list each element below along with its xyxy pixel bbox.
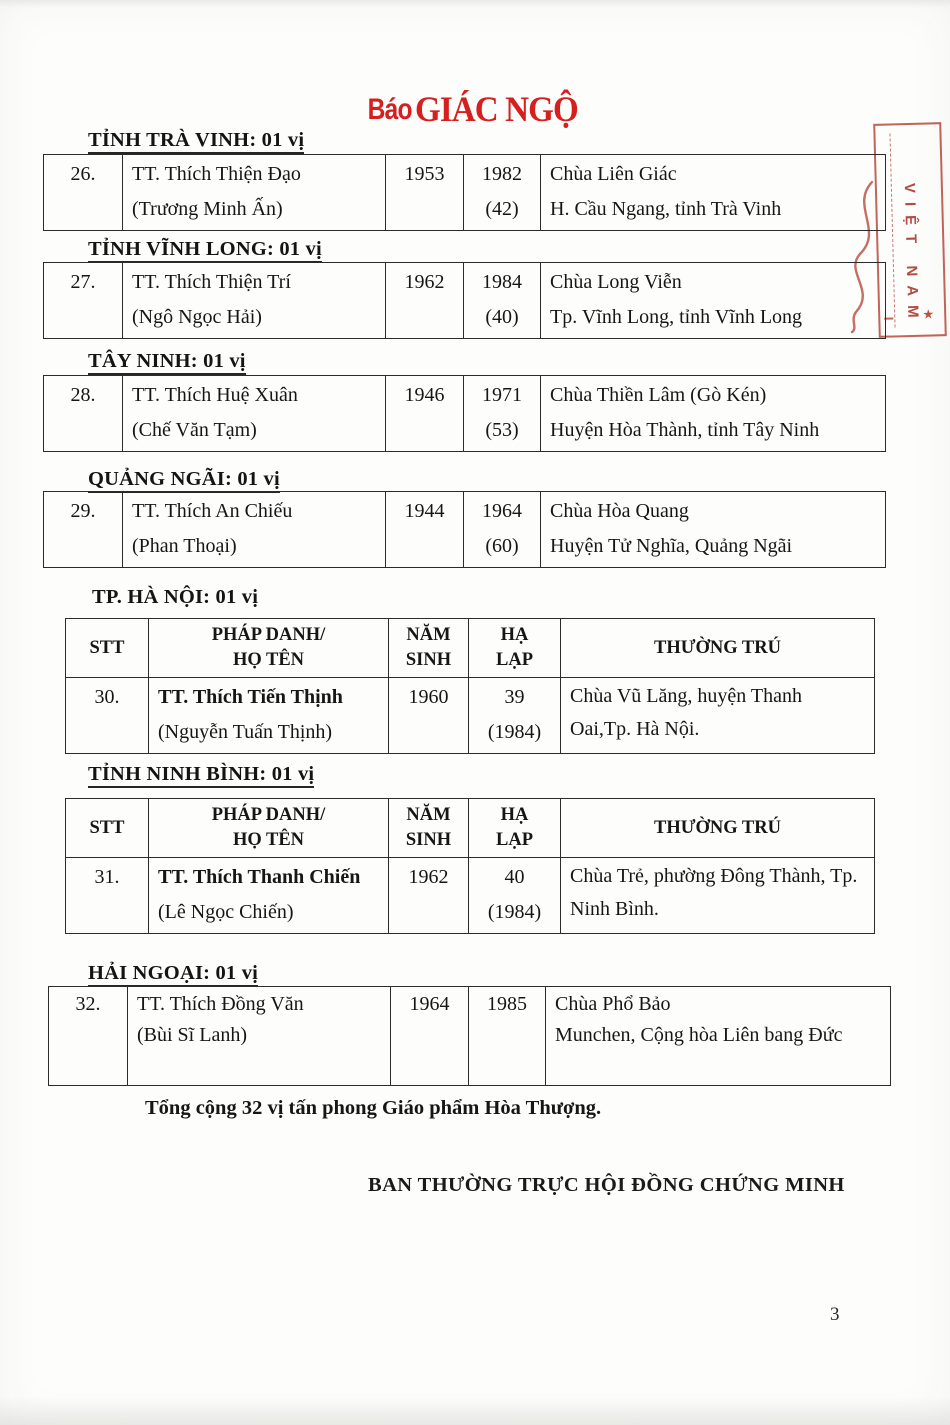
heading-text: HẢI NGOẠI: 01 vị [88, 962, 258, 987]
table-tra-vinh [43, 154, 886, 231]
logo-prefix: Báo [367, 93, 412, 126]
cell-name [123, 376, 386, 452]
cell-name [149, 678, 389, 754]
header-line: PHÁP DANH/ [211, 805, 326, 825]
cell-name [128, 987, 391, 1086]
halap-line-2: (40) [485, 306, 519, 328]
header-ha-lap [469, 799, 561, 858]
cell-birth-year: 1944 [386, 492, 464, 568]
address-line-2: Munchen, Cộng hòa Liên bang Đức [555, 1024, 843, 1046]
header-stt: STT [66, 619, 149, 678]
cell-ha-lap [464, 263, 541, 339]
header-phap-danh [149, 619, 389, 678]
table-quang-ngai [43, 491, 886, 568]
page-number: 3 [830, 1304, 840, 1325]
header-line: SINH [405, 830, 452, 850]
cell-address [541, 492, 886, 568]
star-icon: ★ [922, 306, 935, 322]
header-stt: STT [66, 799, 149, 858]
table-row-31 [66, 858, 875, 934]
cell-birth-year: 1962 [389, 858, 469, 934]
cell-name [123, 263, 386, 339]
header-line: SINH [405, 650, 452, 670]
cell-ha-lap: 1985 [469, 987, 546, 1086]
table-ninh-binh [65, 798, 875, 934]
name-line-1: TT. Thích Thiện Đạo [132, 163, 301, 185]
header-ha-lap [469, 619, 561, 678]
table-vinh-long [43, 262, 886, 339]
header-phap-danh [149, 799, 389, 858]
halap-line-1: 1971 [482, 384, 522, 406]
table-row-27 [44, 263, 886, 339]
cell-ha-lap [464, 492, 541, 568]
section-heading-ninh-binh [88, 763, 314, 786]
cell-ha-lap [469, 858, 561, 934]
cell-name [123, 155, 386, 231]
halap-line-1: 1984 [482, 271, 522, 293]
address-line-2: Huyện Hòa Thành, tỉnh Tây Ninh [550, 419, 820, 441]
header-line: HỌ TÊN [232, 830, 305, 850]
heading-text: TP. HÀ NỘI: 01 vị [92, 586, 259, 608]
header-line: LẠP [496, 650, 533, 670]
section-heading-tay-ninh [88, 350, 246, 373]
section-heading-vinh-long [88, 238, 322, 261]
address-line-1: Chùa Phổ Bảo [555, 993, 671, 1015]
table-row-32 [49, 987, 891, 1086]
name-line-1: TT. Thích Tiến Thịnh [158, 686, 343, 708]
section-heading-quang-ngai [88, 468, 280, 491]
cell-stt: 32. [49, 987, 128, 1086]
table-row-26 [44, 155, 886, 231]
cell-stt: 26. [44, 155, 123, 231]
heading-text: TỈNH TRÀ VINH: 01 vị [88, 129, 304, 154]
halap-line-1: 39 [504, 686, 525, 708]
address-line-2: Huyện Tử Nghĩa, Quảng Ngãi [550, 535, 793, 557]
cell-birth-year: 1960 [389, 678, 469, 754]
total-summary-line: Tổng cộng 32 vị tấn phong Giáo phẩm Hòa Thượng. [145, 1097, 602, 1119]
name-line-2: (Phan Thoại) [132, 535, 237, 557]
header-nam-sinh [389, 619, 469, 678]
name-line-1: TT. Thích Huệ Xuân [132, 384, 298, 406]
header-line: HỌ TÊN [232, 650, 305, 670]
cell-address [561, 858, 875, 934]
cell-stt: 30. [66, 678, 149, 754]
halap-line-1: 1964 [482, 500, 522, 522]
address-line-2: H. Cầu Ngang, tỉnh Trà Vinh [550, 198, 782, 220]
halap-line-2: (42) [485, 198, 519, 220]
cell-stt: 31. [66, 858, 149, 934]
halap-line-2: (53) [485, 419, 519, 441]
cell-name [149, 858, 389, 934]
stamp-text: VIỆT NAM [900, 182, 922, 327]
table-row-28 [44, 376, 886, 452]
cell-ha-lap [469, 678, 561, 754]
logo-title: GIÁC NGỘ [415, 89, 579, 129]
cell-ha-lap [464, 376, 541, 452]
cell-birth-year: 1946 [386, 376, 464, 452]
name-line-1: TT. Thích Đồng Văn [137, 993, 304, 1015]
section-heading-hai-ngoai [88, 962, 258, 985]
cell-stt: 29. [44, 492, 123, 568]
halap-line-1: 40 [504, 866, 525, 888]
cell-stt: 28. [44, 376, 123, 452]
cell-address [541, 376, 886, 452]
table-header-row [66, 799, 875, 858]
cell-birth-year: 1962 [386, 263, 464, 339]
cell-stt: 27. [44, 263, 123, 339]
halap-line-1: 1982 [482, 163, 522, 185]
name-line-2: (Bùi Sĩ Lanh) [137, 1024, 247, 1046]
address-line-1: Chùa Liên Giác [550, 163, 677, 185]
address-line-1: Chùa Thiền Lâm (Gò Kén) [550, 384, 767, 406]
cell-address [561, 678, 875, 754]
cell-ha-lap [464, 155, 541, 231]
cell-birth-year: 1953 [386, 155, 464, 231]
header-thuong-tru: THƯỜNG TRÚ [561, 799, 875, 858]
name-line-2: (Chế Văn Tạm) [132, 419, 257, 441]
table-tay-ninh [43, 375, 886, 452]
name-line-2: (Lê Ngọc Chiến) [158, 901, 294, 923]
address-text: Chùa Vũ Lăng, huyện Thanh Oai,Tp. Hà Nội. [570, 685, 803, 740]
table-row-30 [66, 678, 875, 754]
halap-line-2: (60) [485, 535, 519, 557]
name-line-2: (Ngô Ngọc Hải) [132, 306, 262, 328]
name-line-1: TT. Thích An Chiếu [132, 500, 293, 522]
cell-address [546, 987, 891, 1086]
header-line: LẠP [496, 830, 533, 850]
header-line: HẠ [500, 805, 529, 825]
address-line-2: Tp. Vĩnh Long, tỉnh Vĩnh Long [550, 306, 803, 328]
name-line-2: (Nguyễn Tuấn Thịnh) [158, 721, 333, 743]
section-heading-ha-noi [92, 586, 258, 609]
heading-text: TÂY NINH: 01 vị [88, 350, 246, 375]
cell-address [541, 155, 886, 231]
table-header-row [66, 619, 875, 678]
table-ha-noi [65, 618, 875, 754]
name-line-2: (Trương Minh Ấn) [132, 198, 283, 220]
header-line: NĂM [406, 625, 451, 645]
signature-line: BAN THƯỜNG TRỰC HỘI ĐỒNG CHỨNG MINH [368, 1174, 845, 1196]
stamp-inner-line [889, 133, 895, 327]
cell-name [123, 492, 386, 568]
name-line-1: TT. Thích Thiện Trí [132, 271, 291, 293]
cell-birth-year: 1964 [391, 987, 469, 1086]
table-hai-ngoai [48, 986, 891, 1086]
heading-text: TỈNH NINH BÌNH: 01 vị [88, 763, 314, 788]
table-row-29 [44, 492, 886, 568]
newspaper-logo [0, 88, 950, 130]
halap-line-2: (1984) [487, 901, 542, 923]
section-heading-tra-vinh [88, 129, 304, 152]
header-line: NĂM [406, 805, 451, 825]
cell-address [541, 263, 886, 339]
header-thuong-tru: THƯỜNG TRÚ [561, 619, 875, 678]
address-line-1: Chùa Hòa Quang [550, 500, 689, 522]
header-line: HẠ [500, 625, 529, 645]
halap-line-2: (1984) [487, 721, 542, 743]
address-line-1: Chùa Long Viễn [550, 271, 682, 293]
header-nam-sinh [389, 799, 469, 858]
header-line: PHÁP DANH/ [211, 625, 326, 645]
heading-text: QUẢNG NGÃI: 01 vị [88, 468, 280, 493]
name-line-1: TT. Thích Thanh Chiến [158, 866, 361, 888]
address-text: Chùa Trẻ, phường Đông Thành, Tp. Ninh Bình. [570, 865, 858, 920]
heading-text: TỈNH VĨNH LONG: 01 vị [88, 238, 322, 263]
